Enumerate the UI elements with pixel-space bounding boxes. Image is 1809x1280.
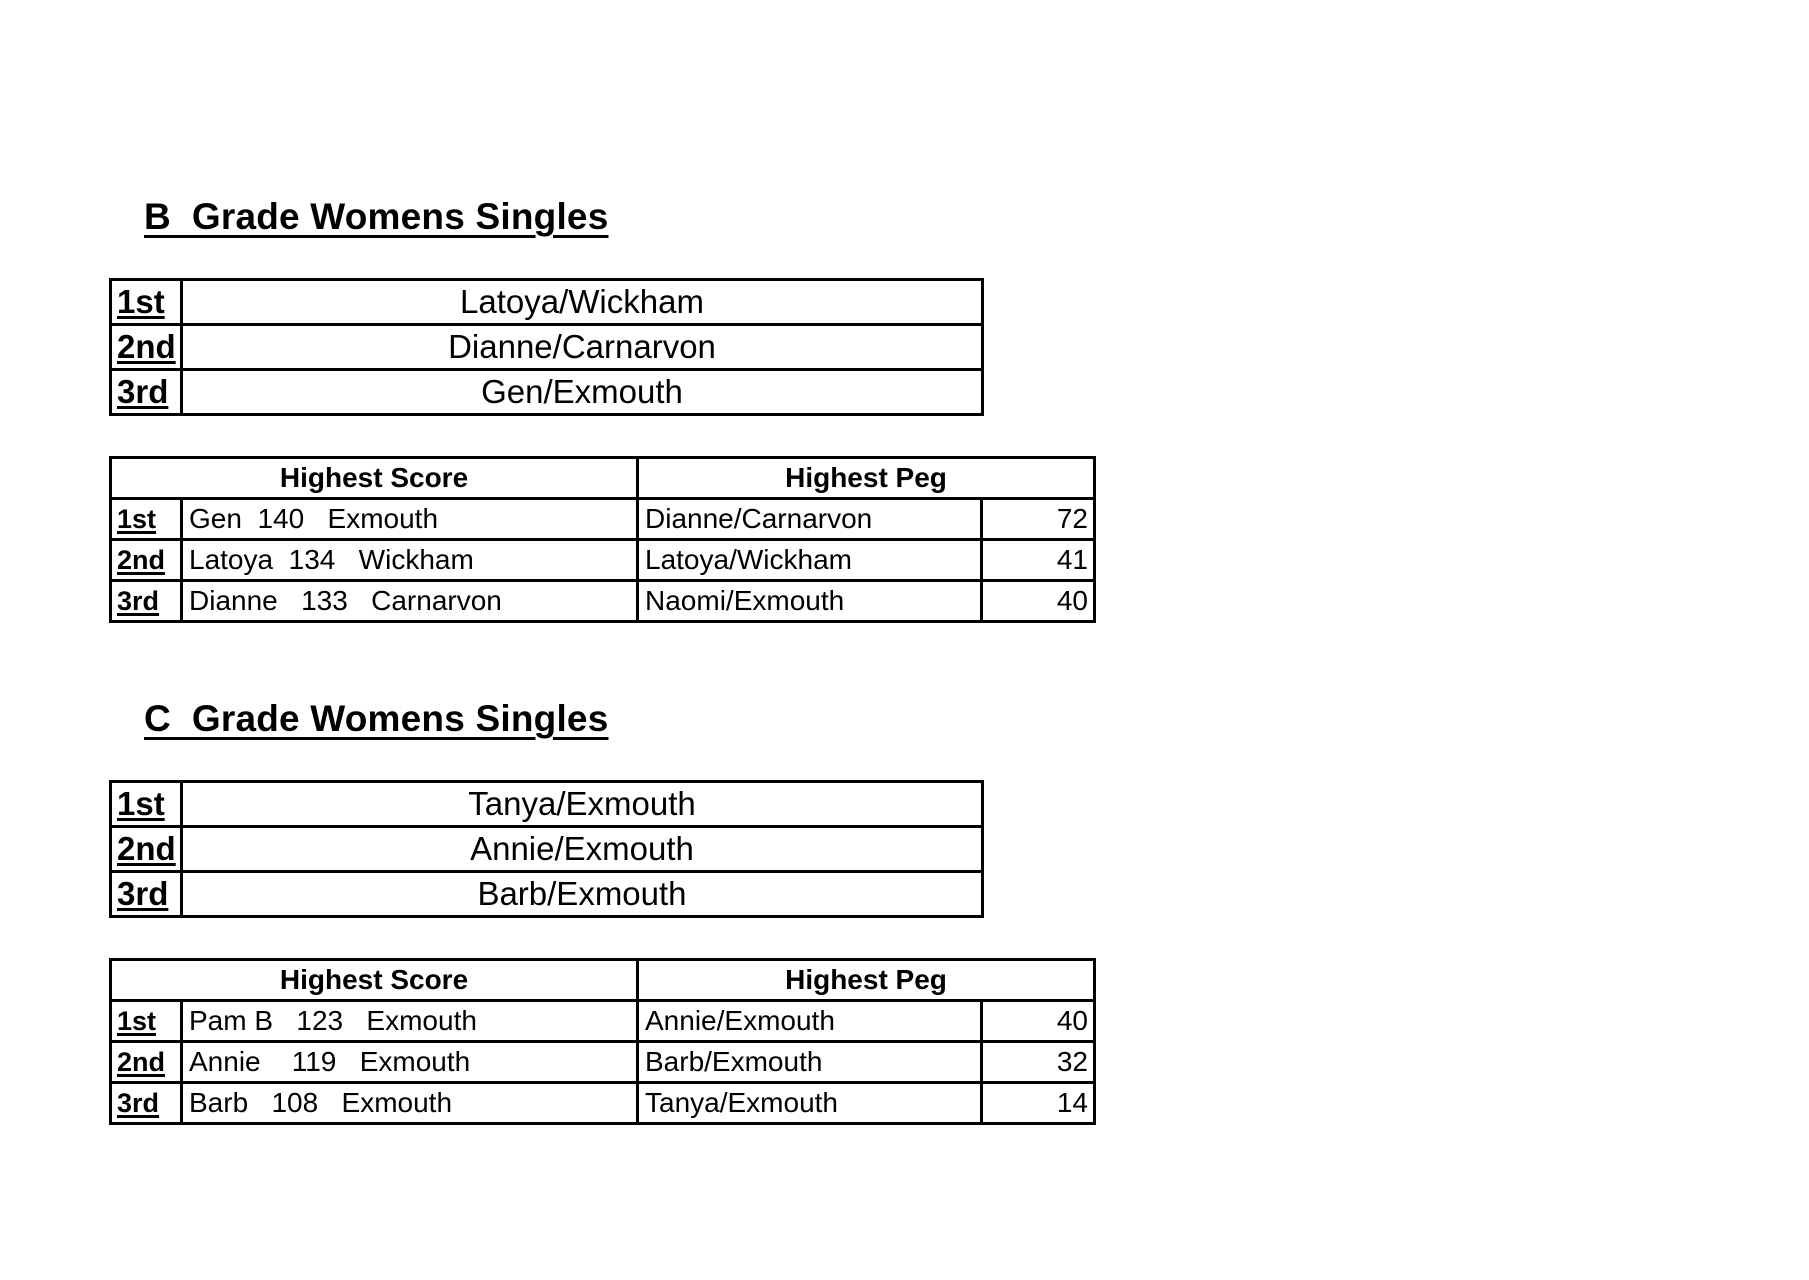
place-label: 2nd	[111, 1042, 182, 1083]
highest-peg-name-cell: Dianne/Carnarvon	[638, 499, 982, 540]
table-row	[111, 1042, 1095, 1083]
highest-score-cell: Gen 140 Exmouth	[182, 499, 638, 540]
winner-name: Barb/Exmouth	[182, 872, 983, 917]
table-row	[111, 540, 1095, 581]
highest-peg-name-cell: Naomi/Exmouth	[638, 581, 982, 622]
highest-score-cell: Dianne 133 Carnarvon	[182, 581, 638, 622]
highest-peg-value-cell: 14	[982, 1083, 1095, 1124]
winner-name: Tanya/Exmouth	[182, 782, 983, 827]
highest-peg-name-cell: Latoya/Wickham	[638, 540, 982, 581]
winner-name: Gen/Exmouth	[182, 370, 983, 415]
place-label: 1st	[111, 1001, 182, 1042]
highest-score-cell: Pam B 123 Exmouth	[182, 1001, 638, 1042]
winner-name: Latoya/Wickham	[182, 280, 983, 325]
table-row	[111, 370, 983, 415]
table-row	[111, 1083, 1095, 1124]
highest-score-cell: Annie 119 Exmouth	[182, 1042, 638, 1083]
highest-peg-value-cell: 40	[982, 1001, 1095, 1042]
winner-name: Dianne/Carnarvon	[182, 325, 983, 370]
section-title-c-grade: C Grade Womens Singles	[144, 698, 609, 739]
highest-score-header: Highest Score	[111, 458, 638, 499]
c-grade-stats-table	[109, 958, 1096, 1125]
place-label: 2nd	[111, 827, 182, 872]
highest-score-cell: Latoya 134 Wickham	[182, 540, 638, 581]
table-row	[111, 872, 983, 917]
place-label: 3rd	[111, 872, 182, 917]
highest-peg-value-cell: 72	[982, 499, 1095, 540]
place-label: 1st	[111, 280, 182, 325]
highest-score-header: Highest Score	[111, 960, 638, 1001]
b-grade-stats-table	[109, 456, 1096, 623]
highest-peg-name-cell: Tanya/Exmouth	[638, 1083, 982, 1124]
highest-peg-name-cell: Annie/Exmouth	[638, 1001, 982, 1042]
table-row	[111, 1001, 1095, 1042]
place-label: 2nd	[111, 325, 182, 370]
table-row	[111, 827, 983, 872]
place-label: 1st	[111, 782, 182, 827]
table-row	[111, 581, 1095, 622]
winner-name: Annie/Exmouth	[182, 827, 983, 872]
highest-peg-header: Highest Peg	[638, 458, 1095, 499]
place-label: 3rd	[111, 1083, 182, 1124]
highest-peg-header: Highest Peg	[638, 960, 1095, 1001]
place-label: 2nd	[111, 540, 182, 581]
table-header-row	[111, 458, 1095, 499]
highest-peg-value-cell: 41	[982, 540, 1095, 581]
table-row	[111, 280, 983, 325]
highest-peg-value-cell: 32	[982, 1042, 1095, 1083]
place-label: 3rd	[111, 581, 182, 622]
table-row	[111, 325, 983, 370]
c-grade-winners-table	[109, 780, 984, 918]
highest-peg-name-cell: Barb/Exmouth	[638, 1042, 982, 1083]
table-header-row	[111, 960, 1095, 1001]
highest-score-cell: Barb 108 Exmouth	[182, 1083, 638, 1124]
place-label: 3rd	[111, 370, 182, 415]
section-title-b-grade: B Grade Womens Singles	[144, 196, 609, 237]
table-row	[111, 499, 1095, 540]
b-grade-winners-table	[109, 278, 984, 416]
table-row	[111, 782, 983, 827]
place-label: 1st	[111, 499, 182, 540]
highest-peg-value-cell: 40	[982, 581, 1095, 622]
